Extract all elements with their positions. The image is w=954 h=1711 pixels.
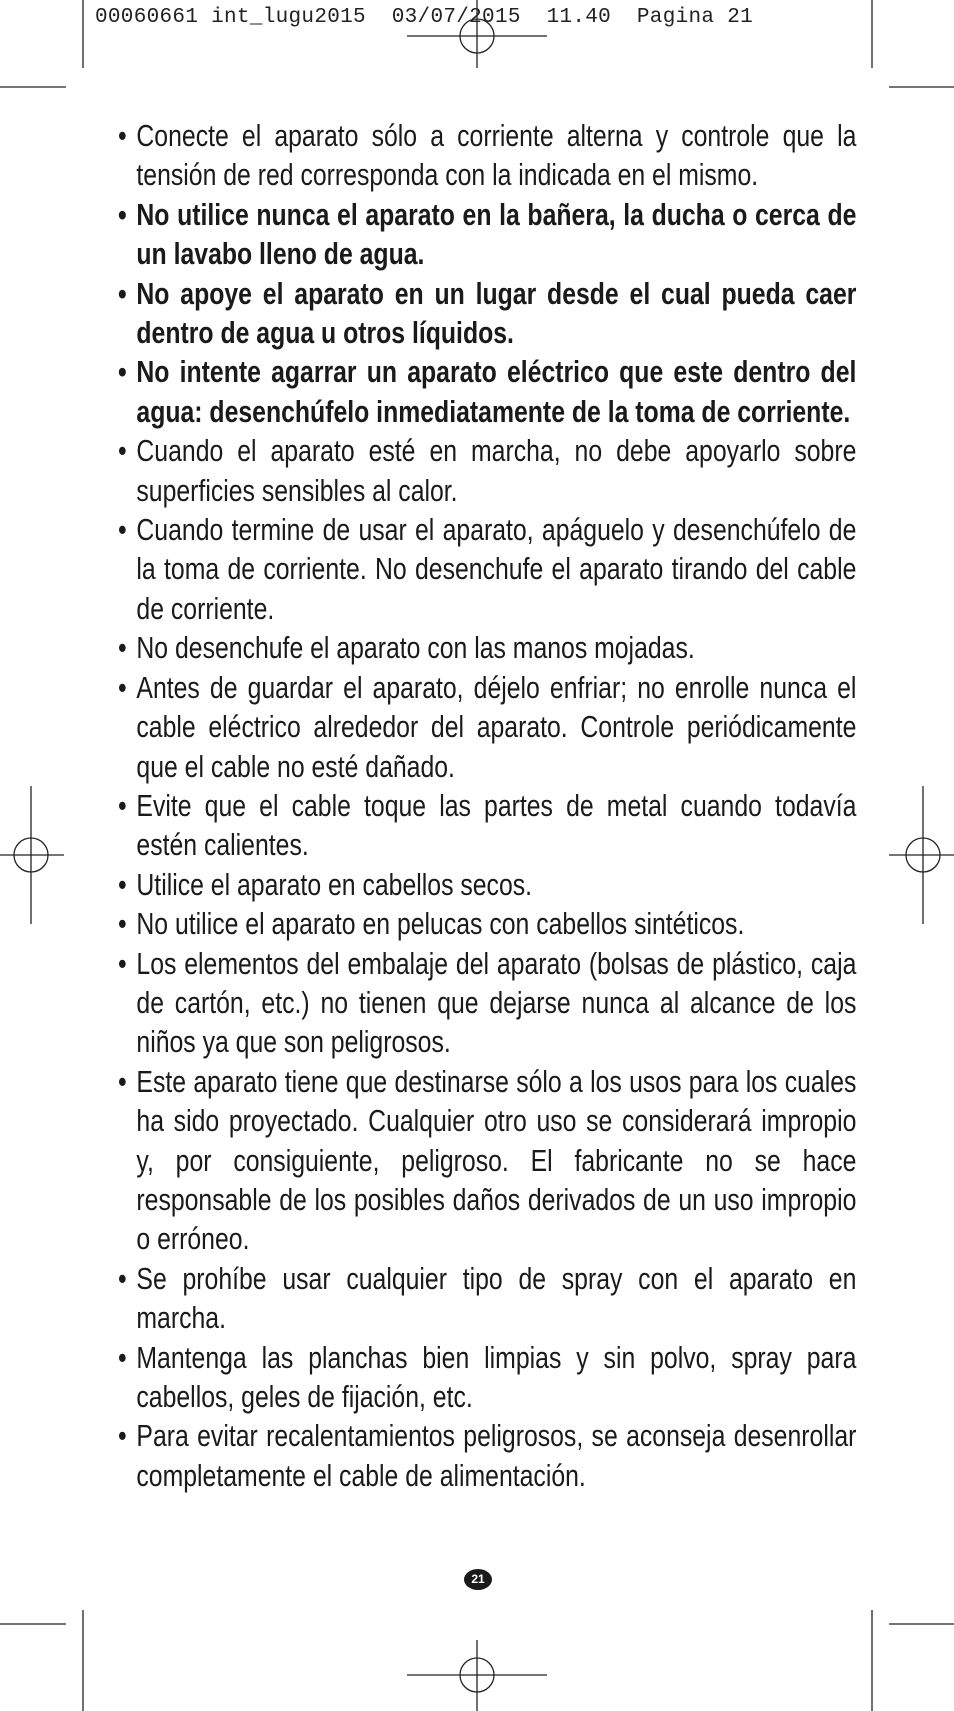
- bullet-item: • Conecte el aparato sólo a corriente alterna y controle que la tensión de red corresponda con la indicada en el mismo.: [118, 116, 856, 195]
- bullet-item: • Cuando termine de usar el aparato, apáguelo y desenchúfelo de la toma de corriente. No desenchufe el aparato tirando del cable de corriente.: [118, 510, 856, 628]
- bullet-list: [118, 116, 857, 1495]
- bullet-item: • Los elementos del embalaje del aparato (bolsas de plástico, caja de cartón, etc.) no tienen que dejarse nunca al alcance de los niños ya que son peligrosos.: [118, 944, 856, 1062]
- page-number-badge: 21: [464, 1569, 492, 1590]
- bullet-item-bold: • No apoye el aparato en un lugar desde el cual pueda caer dentro de agua u otros líquidos.: [118, 274, 856, 353]
- bullet-item: • Este aparato tiene que destinarse sólo a los usos para los cuales ha sido proyectado. Cualquier otro uso se considerará impropio y, por consiguiente, peligroso. El fabricante no se hace responsable de los posibles daños derivados de un uso impropio o erróneo.: [118, 1062, 856, 1259]
- bullet-item: • Evite que el cable toque las partes de metal cuando todavía estén calientes.: [118, 786, 856, 865]
- registration-mark-bottom: [407, 1640, 547, 1711]
- bullet-item-bold: • No utilice nunca el aparato en la bañera, la ducha o cerca de un lavabo lleno de agua.: [118, 195, 856, 274]
- print-slug-line: 00060661 int_lugu2015 03/07/2015 11.40 Pagina 21: [95, 6, 754, 29]
- bullet-item-bold: • No intente agarrar un aparato eléctrico que este dentro del agua: desenchúfelo inmediatamente de la toma de corriente.: [118, 352, 856, 431]
- bullet-item: • No utilice el aparato en pelucas con cabellos sintéticos.: [118, 904, 856, 943]
- registration-mark-left: [0, 786, 64, 924]
- bullet-item: • Cuando el aparato esté en marcha, no debe apoyarlo sobre superficies sensibles al calor.: [118, 431, 856, 510]
- bullet-item: • Mantenga las planchas bien limpias y sin polvo, spray para cabellos, geles de fijación, etc.: [118, 1338, 856, 1417]
- bullet-item: • Utilice el aparato en cabellos secos.: [118, 865, 856, 904]
- bullet-item: • Se prohíbe usar cualquier tipo de spray con el aparato en marcha.: [118, 1259, 856, 1338]
- bullet-item: • No desenchufe el aparato con las manos mojadas.: [118, 628, 856, 667]
- safety-instructions: [118, 116, 857, 1495]
- bullet-item: • Antes de guardar el aparato, déjelo enfriar; no enrolle nunca el cable eléctrico alrededor del aparato. Controle periódicamente que el cable no esté dañado.: [118, 668, 856, 786]
- bullet-item: • Para evitar recalentamientos peligrosos, se aconseja desenrollar completamente el cable de alimentación.: [118, 1416, 856, 1495]
- registration-mark-right: [889, 786, 954, 924]
